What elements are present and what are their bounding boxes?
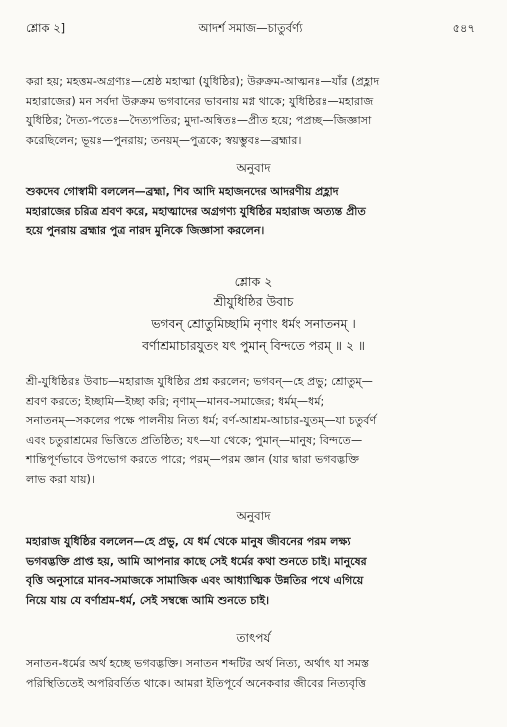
section-heading-purport: তাৎপর্য [236, 631, 271, 645]
text-line: মহারাজ যুধিষ্ঠির বললেন—হে প্রভু, যে ধর্ম থেকে মানুষ জীবনের পরম লক্ষ্য [26, 535, 351, 548]
text-line: হয়ে পুনরায় ব্রহ্মার পুত্র নারদ মুনিকে জিজ্ঞাসা করলেন। [26, 224, 265, 238]
page-header [26, 20, 475, 38]
text-line: করেছিলেন; ভূয়ঃ—পুনরায়; তনয়ম্—পুত্রকে; স্বয়ম্ভুবঃ—ব্রহ্মার। [26, 133, 302, 147]
intro-paragraph [26, 72, 481, 150]
text-line: সনাতন-ধর্মের অর্থ হচ্ছে ভগবদ্ভক্তি। সনাতন শব্দটির অর্থ নিত্য, অর্থাৎ যা সমস্ত [26, 657, 370, 670]
translation-paragraph [26, 182, 481, 241]
text-line: যুধিষ্ঠির; দৈত্য-পতেঃ—দৈত্যপতির; মুদা-অন্বিতঃ—প্রীত হয়ে; পপ্রচ্ছ—জিজ্ঞাসা [26, 114, 372, 128]
sloka-line: বর্ণাশ্রমাচারযুতং যৎ পুমান্ বিন্দতে পরম্ ॥ ২ ॥ [142, 338, 365, 353]
synonyms-paragraph [26, 372, 481, 490]
sloka-title: শ্লোক ২ [234, 274, 273, 289]
text-line: নিয়ে যায় যে বর্ণাশ্রম-ধর্ম, সেই সম্বন্ধে আমি শুনতে চাই। [26, 593, 270, 607]
text-line: মহারাজের চরিত্র শ্রবণ করে, মহাত্মাদের অগ্রগণ্য যুধিষ্ঠির মহারাজ অত্যন্ত প্রীত [26, 204, 366, 218]
text-line: মহারাজের) মন সর্বদা উরুক্রম ভগবানের ভাবনায় মগ্ন থাকে; যুধিষ্ঠিরঃ—মহারাজ [26, 94, 374, 108]
purport-paragraph [26, 654, 481, 693]
sloka-line: ভগবন্ শ্রোতুমিচ্ছামি নৃণাং ধর্মং সনাতনম্ । [151, 316, 356, 331]
translation-paragraph [26, 532, 481, 610]
text-line: শুকদেব গোস্বামী বললেন—ব্রহ্মা, শিব আদি মহাজনদের আদরণীয় প্রহ্লাদ [26, 185, 339, 198]
text-line: করা হয়; মহত্তম-অগ্রণ্যঃ—শ্রেষ্ঠ মহাত্মা (যুধিষ্ঠির); উরুক্রম-আত্মনঃ—যাঁর (প্রহ্লাদ [26, 75, 380, 88]
text-line: লাভ করা যায়)। [26, 472, 95, 486]
text-line: সনাতনম্—সকলের পক্ষে পালনীয় নিত্য ধর্ম; বর্ণ-আশ্রম-আচার-যুতম্—যা চতুর্বর্ণ [26, 414, 377, 428]
text-line: ভগবদ্ভক্তি প্রাপ্ত হয়, আমি আপনার কাছে সেই ধর্মের কথা শুনতে চাই। মানুষের [26, 554, 367, 568]
sloka-line: শ্রীযুধিষ্ঠির উবাচ [213, 294, 294, 309]
section-heading-translation: অনুবাদ [236, 161, 271, 175]
text-line: শান্তিপূর্ণভাবে উপভোগ করতে পারে; পরম্—পরম জ্ঞান (যার দ্বারা ভগবদ্ভক্তি [26, 453, 360, 467]
text-line: শ্রী-যুধিষ্ঠিরঃ উবাচ—মহারাজ যুধিষ্ঠির প্রশ্ন করলেন; ভগবন্—হে প্রভু; শ্রোতুম্— [26, 375, 373, 388]
text-line: পরিস্থিতিতেই অপরিবর্তিত থাকে। আমরা ইতিপূর্বে অনেকবার জীবের নিত্যবৃত্তি [26, 676, 367, 690]
section-heading-translation: অনুবাদ [236, 509, 271, 523]
header-title: আদর্শ সমাজ—চাতুর্বর্ণ্য [198, 21, 303, 35]
text-line: বৃত্তি অনুসারে মানব-সমাজকে সামাজিক এবং আধ্যাত্মিক উন্নতির পথে এগিয়ে [26, 574, 364, 588]
header-chapter-ref: শ্লোক ২] [26, 21, 66, 35]
text-line: এবং চতুরাশ্রমের ভিত্তিতে প্রতিষ্ঠিত; যৎ—যা থেকে; পুমান্—মানুষ; বিন্দতে— [26, 433, 363, 447]
text-line: শ্রবণ করতে; ইচ্ছামি—ইচ্ছা করি; নৃণাম্—মানব-সমাজের; ধর্মম্—ধর্ম; [26, 394, 325, 408]
page-number: ৫৪৭ [452, 21, 475, 35]
